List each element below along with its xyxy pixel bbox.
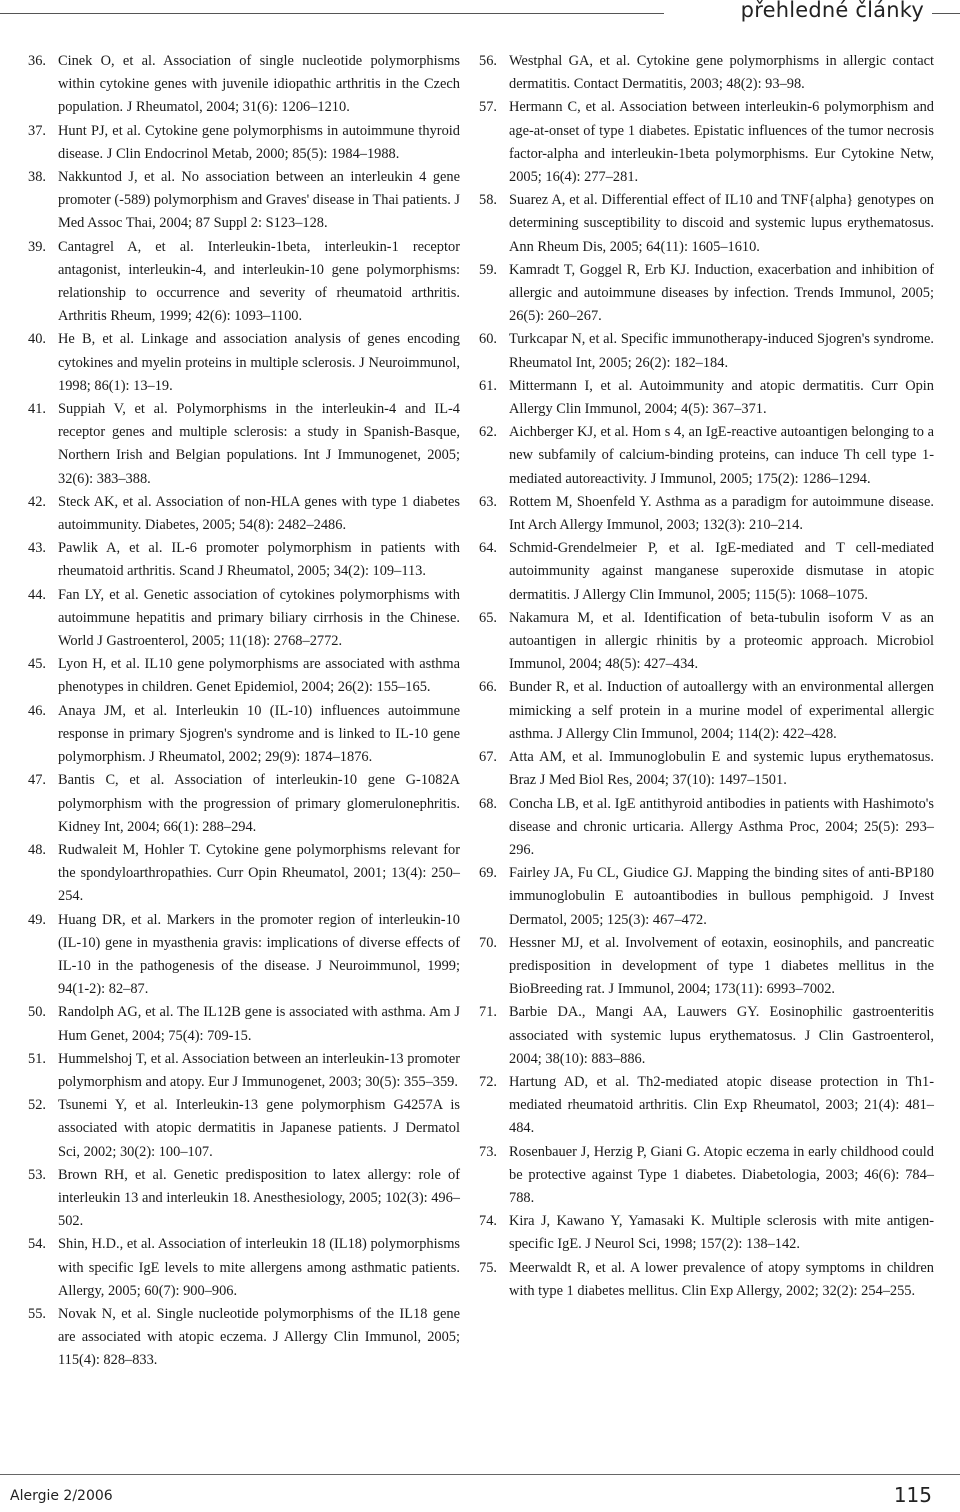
reference-number: 38. [28, 169, 46, 186]
page-number: 115 [893, 1483, 932, 1507]
reference-item [28, 1233, 460, 1303]
reference-number: 65. [479, 609, 497, 626]
reference-text: Tsunemi Y, et al. Interleukin-13 gene polymorphism G4257A is associated with atopic dermatitis in Japanese patients. J Dermatol Sci, 2002; 30(2): 100–107. [58, 1097, 460, 1160]
reference-number: 56. [479, 53, 497, 69]
reference-number: 39. [28, 238, 46, 255]
reference-item [28, 236, 460, 329]
reference-item [28, 491, 460, 537]
reference-number: 46. [28, 702, 46, 719]
reference-item [479, 862, 934, 932]
reference-item [479, 676, 934, 746]
reference-item [28, 700, 460, 770]
reference-number: 54. [28, 1236, 46, 1253]
reference-item [479, 375, 934, 421]
reference-number: 69. [479, 865, 497, 882]
reference-text: Hartung AD, et al. Th2-mediated atopic disease protection in Th1-mediated rheumatoid arthritis. Clin Exp Rheumatol, 2003; 21(4): 481–484. [509, 1073, 934, 1137]
reference-item [28, 166, 460, 236]
reference-number: 43. [28, 540, 46, 557]
reference-text: Hessner MJ, et al. Involvement of eotaxin, eosinophils, and pancreatic predisposition in development of type 1 diabetes mellitus in the BioBreeding rat. J Immunol, 2004; 173(11): 6993–7002. [509, 934, 934, 998]
reference-number: 49. [28, 911, 46, 928]
reference-item [28, 1094, 460, 1164]
reference-text: Kira J, Kawano Y, Yamasaki K. Multiple sclerosis with mite antigen-specific IgE. J Neurol Sci, 1998; 157(2): 138–142. [509, 1213, 934, 1253]
reference-number: 61. [479, 377, 497, 394]
reference-number: 64. [479, 540, 497, 557]
reference-item [28, 909, 460, 1002]
reference-item [479, 537, 934, 607]
reference-item [28, 1164, 460, 1234]
reference-item [28, 584, 460, 654]
reference-text: Brown RH, et al. Genetic predisposition to latex allergy: role of interleukin 13 and interleukin 18. Anesthesiology, 2005; 102(3): 496–502. [58, 1166, 460, 1230]
reference-text: Concha LB, et al. IgE antithyroid antibodies in patients with Hashimoto's disease and chronic urticaria. Allergy Asthma Proc, 2004; 25(5): 293–296. [509, 795, 934, 858]
reference-item [28, 398, 460, 491]
reference-text: Fan LY, et al. Genetic association of cytokines polymorphisms with autoimmune hepatitis and primary biliary cirrhosis in the Chinese. World J Gastroenterol, 2005; 11(18): 2768–2772. [58, 586, 460, 650]
reference-text: Atta AM, et al. Immunoglobulin E and systemic lupus erythematosus. Braz J Med Biol Res, 2004; 37(10): 1497–1501. [509, 749, 934, 789]
reference-text: Bunder R, et al. Induction of autoallergy with an environmental allergen mimicking a self protein in a murine model of experimental allergic asthma. J Allergy Clin Immunol, 2004; 114(2): 422–428. [509, 679, 934, 742]
reference-number: 36. [28, 53, 46, 69]
journal-issue: Alergie 2/2006 [10, 1488, 113, 1504]
reference-item [28, 839, 460, 909]
reference-number: 59. [479, 261, 497, 278]
reference-item [479, 1001, 934, 1071]
reference-item [28, 1303, 460, 1373]
reference-item [479, 189, 934, 259]
reference-text: Rottem M, Shoenfeld Y. Asthma as a paradigm for autoimmune disease. Int Arch Allergy Immunol, 2003; 132(3): 210–214. [509, 493, 934, 534]
reference-number: 57. [479, 99, 497, 116]
reference-text: Barbie DA., Mangi AA, Lauwers GY. Eosinophilic gastroenteritis associated with systemic lupus erythematosus. J Clin Gastroenterol, 2004; 38(10): 883–886. [509, 1004, 934, 1067]
reference-number: 42. [28, 493, 46, 510]
reference-text: Lyon H, et al. IL10 gene polymorphisms are associated with asthma phenotypes in children. Genet Epidemiol, 2004; 26(2): 155–165. [58, 656, 460, 696]
reference-text: Westphal GA, et al. Cytokine gene polymorphisms in allergic contact dermatitis. Contact Dermatitis, 2003; 48(2): 93–98. [509, 53, 934, 93]
reference-item [479, 932, 934, 1002]
reference-number: 52. [28, 1097, 46, 1114]
reference-number: 37. [28, 122, 46, 139]
reference-number: 58. [479, 192, 497, 209]
reference-text: Cinek O, et al. Association of single nucleotide polymorphisms within cytokine genes with juvenile idiopathic arthritis in the Czech population. J Rheumatol, 2004; 31(6): 1206–1210. [58, 53, 460, 116]
reference-number: 66. [479, 679, 497, 696]
references-right-column [479, 50, 934, 1303]
reference-text: Nakamura M, et al. Identification of beta-tubulin isoform V as an autoantigen in allergic rhinitis by a proteomic approach. Microbiol Immunol, 2004; 48(5): 427–434. [509, 609, 934, 673]
reference-item [479, 1257, 934, 1303]
footer-rule [0, 1474, 960, 1475]
reference-item [479, 421, 934, 491]
reference-number: 63. [479, 493, 497, 510]
reference-number: 68. [479, 795, 497, 812]
reference-text: Hermann C, et al. Association between interleukin-6 polymorphism and age-at-onset of type 1 diabetes. Epistatic influences of the tumor necrosis factor-alpha and interleukin-1beta polymorphisms. Eur Cytokine Netw, 2005; 16(4): 277–281. [509, 99, 934, 186]
header-rule [0, 13, 664, 14]
reference-text: Huang DR, et al. Markers in the promoter region of interleukin-10 (IL-10) gene in myasthenia gravis: implications of diverse effects of IL-10 in the pathogenesis of the disease. J Neuroimmunol, 1999; 94(1-2): 82–87. [58, 911, 460, 998]
reference-text: Anaya JM, et al. Interleukin 10 (IL-10) influences autoimmune response in primary Sjogren's syndrome and is linked to IL-10 gene polymorphism. J Rheumatol, 2002; 29(9): 1874–1876. [58, 702, 460, 766]
reference-item [28, 50, 460, 120]
reference-number: 53. [28, 1166, 46, 1183]
reference-text: Steck AK, et al. Association of non-HLA genes with type 1 diabetes autoimmunity. Diabetes, 2005; 54(8): 2482–2486. [58, 493, 460, 534]
reference-text: Kamradt T, Goggel R, Erb KJ. Induction, exacerbation and inhibition of allergic and autoimmune diseases by infection. Trends Immunol, 2005; 26(5): 260–267. [509, 261, 934, 325]
reference-number: 51. [28, 1050, 46, 1067]
reference-text: Schmid-Grendelmeier P, et al. IgE-mediated and T cell-mediated autoimmunity against manganese superoxide dismutase in atopic dermatitis. J Allergy Clin Immunol, 2005; 115(5): 1068–1075. [509, 540, 934, 603]
reference-text: Novak N, et al. Single nucleotide polymorphisms of the IL18 gene are associated with atopic eczema. J Allergy Clin Immunol, 2005; 115(4): 828–833. [58, 1305, 460, 1369]
reference-text: Hunt PJ, et al. Cytokine gene polymorphisms in autoimmune thyroid disease. J Clin Endocrinol Metab, 2000; 85(5): 1984–1988. [58, 122, 460, 162]
reference-number: 45. [28, 656, 46, 673]
reference-item [28, 769, 460, 839]
reference-number: 44. [28, 586, 46, 603]
reference-number: 74. [479, 1213, 497, 1230]
reference-number: 60. [479, 331, 497, 348]
reference-number: 71. [479, 1004, 497, 1021]
page-header [0, 0, 924, 30]
reference-text: Meerwaldt R, et al. A lower prevalence of atopy symptoms in children with type 1 diabetes mellitus. Clin Exp Allergy, 2002; 32(2): 254–255. [509, 1259, 934, 1299]
reference-text: Cantagrel A, et al. Interleukin-1beta, interleukin-1 receptor antagonist, interleukin-4, and interleukin-10 gene polymorphisms: relationship to occurrence and severity of rheumatoid arthritis. Arthritis Rheum, 1999; 42(6): 1093–1100. [58, 238, 460, 325]
reference-item [479, 96, 934, 189]
reference-item [28, 1048, 460, 1094]
reference-text: Suppiah V, et al. Polymorphisms in the interleukin-4 and IL-4 receptor genes and multiple sclerosis: a study in Spanish-Basque, Northern Irish and Belgian populations. Int J Immunogenet, 2005; 32(6): 383–388. [58, 401, 460, 487]
reference-item [28, 328, 460, 398]
reference-number: 47. [28, 772, 46, 789]
reference-text: He B, et al. Linkage and association analysis of genes encoding cytokines and myelin proteins in multiple sclerosis. J Neuroimmunol, 1998; 86(1): 13–19. [58, 331, 460, 394]
reference-text: Turkcapar N, et al. Specific immunotherapy-induced Sjogren's syndrome. Rheumatol Int, 2005; 26(2): 182–184. [509, 331, 934, 371]
reference-item [28, 120, 460, 166]
reference-text: Pawlik A, et al. IL-6 promoter polymorphism in patients with rheumatoid arthritis. Scand J Rheumatol, 2005; 34(2): 109–113. [58, 540, 460, 580]
reference-number: 62. [479, 424, 497, 441]
header-rule-right [932, 13, 960, 14]
reference-number: 55. [28, 1305, 46, 1322]
reference-text: Mittermann I, et al. Autoimmunity and atopic dermatitis. Curr Opin Allergy Clin Immunol, 2004; 4(5): 367–371. [509, 377, 934, 418]
reference-text: Shin, H.D., et al. Association of interleukin 18 (IL18) polymorphisms with specific IgE levels to mite allergens among asthmatic patients. Allergy, 2005; 60(7): 900–906. [58, 1236, 460, 1299]
references-left-column [28, 50, 460, 1373]
reference-number: 40. [28, 331, 46, 348]
reference-item [28, 1001, 460, 1047]
reference-text: Randolph AG, et al. The IL12B gene is associated with asthma. Am J Hum Genet, 2004; 75(4): 709-15. [58, 1004, 460, 1044]
reference-item [479, 328, 934, 374]
reference-item [479, 259, 934, 329]
reference-item [479, 50, 934, 96]
section-title: přehledné články [740, 0, 924, 22]
reference-item [479, 746, 934, 792]
reference-text: Hummelshoj T, et al. Association between an interleukin-13 promoter polymorphism and atopy. Eur J Immunogenet, 2003; 30(5): 355–359. [58, 1050, 460, 1090]
reference-item [479, 793, 934, 863]
reference-number: 41. [28, 401, 46, 418]
reference-text: Rosenbauer J, Herzig P, Giani G. Atopic eczema in early childhood could be protective against Type 1 diabetes. Diabetologia, 2003; 46(6): 784–788. [509, 1143, 934, 1206]
reference-item [479, 491, 934, 537]
reference-item [479, 607, 934, 677]
reference-number: 75. [479, 1259, 497, 1276]
reference-item [28, 653, 460, 699]
reference-number: 67. [479, 749, 497, 766]
reference-item [28, 537, 460, 583]
reference-number: 48. [28, 841, 46, 858]
reference-number: 70. [479, 934, 497, 951]
reference-text: Nakkuntod J, et al. No association between an interleukin 4 gene promoter (-589) polymorphism and Graves' disease in Thai patients. J Med Assoc Thai, 2004; 87 Suppl 2: S123–128. [58, 169, 460, 232]
reference-item [479, 1141, 934, 1211]
reference-text: Aichberger KJ, et al. Hom s 4, an IgE-reactive autoantigen belonging to a new subfamily of calcium-binding proteins, can induce Th cell type 1-mediated autoreactivity. J Immunol, 2005; 175(2): 1286–1294. [509, 424, 934, 487]
reference-number: 50. [28, 1004, 46, 1021]
reference-item [479, 1071, 934, 1141]
reference-text: Rudwaleit M, Hohler T. Cytokine gene polymorphisms relevant for the spondyloarthropathies. Curr Opin Rheumatol, 2001; 13(4): 250–254. [58, 841, 460, 905]
reference-text: Fairley JA, Fu CL, Giudice GJ. Mapping the binding sites of anti-BP180 immunoglobulin E autoantibodies in bullous pemphigoid. J Invest Dermatol, 2005; 125(3): 467–472. [509, 865, 934, 928]
reference-text: Suarez A, et al. Differential effect of IL10 and TNF{alpha} genotypes on determining susceptibility to discoid and systemic lupus erythematosus. Ann Rheum Dis, 2005; 64(11): 1605–1610. [509, 192, 934, 255]
reference-item [479, 1210, 934, 1256]
reference-number: 72. [479, 1073, 497, 1090]
reference-text: Bantis C, et al. Association of interleukin-10 gene G-1082A polymorphism with the progression of primary glomerulonephritis. Kidney Int, 2004; 66(1): 288–294. [58, 772, 460, 835]
reference-number: 73. [479, 1143, 497, 1160]
